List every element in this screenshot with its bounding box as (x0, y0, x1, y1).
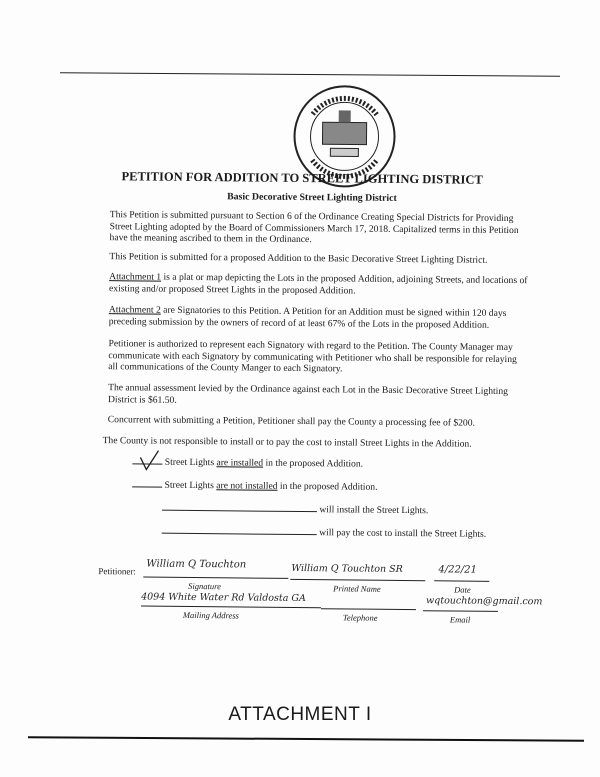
paragraph-proposed-addition: This Petition is submitted for a proposed Addition to the Basic Decorative Street Lighting District. (109, 251, 488, 266)
pay-line (162, 526, 487, 541)
pay-text: will pay the cost to install the Street Lights. (319, 527, 487, 540)
checkbox-not-installed[interactable] (132, 486, 162, 487)
date-caption: Date (454, 584, 471, 595)
option-text: Street Lights (164, 456, 217, 469)
page-subtitle: Basic Decorative Street Lighting District (227, 191, 397, 204)
attachment-2-label: Attachment 2 (108, 304, 161, 316)
paragraph-processing-fee: Concurrent with submitting a Petition, Petitioner shall pay the County a processing fee of $200. (107, 414, 476, 429)
address-value: 4094 White Water Rd Valdosta GA (141, 591, 306, 605)
printed-name-caption: Printed Name (333, 583, 381, 594)
responsibility-text-a: The County is (102, 435, 160, 447)
option-text-end: in the proposed Addition. (277, 480, 378, 493)
attachment-1-label: Attachment 1 (109, 271, 162, 283)
signature-caption: Signature (188, 580, 222, 592)
option-installed[interactable] (132, 456, 363, 470)
page-title: PETITION FOR ADDITION TO STREET LIGHTING DISTRICT (121, 169, 483, 187)
responsibility-not: not (159, 435, 172, 447)
payer-field[interactable] (162, 533, 317, 535)
paragraph-petitioner-authority: Petitioner is authorized to represent each Signatory with regard to the Petition. The County Manager may communicate with each Signatory by communicating with Petitioner who shall be responsible for relaying all communications of the County Manger to each Signatory. (108, 338, 517, 375)
paragraph-attachment-2 (109, 304, 529, 331)
attachment-heading: ATTACHMENT I (228, 704, 372, 725)
paragraph-attachment-1 (109, 271, 529, 298)
attachment-1-text: is a plat or map depicting the Lots in the proposed Addition, adjoining Streets, and locations of existing and/or proposed Street Lights in the proposed Addition. (109, 271, 528, 297)
checkmark-icon (138, 449, 160, 471)
attachment-2-text: are Signatories to this Petition. A Petition for an Addition must be signed within 120 days preceding submission by the owners of record of at least 67% of the Lots in the proposed Addition. (108, 304, 507, 331)
option-emphasis: are not installed (216, 480, 278, 492)
option-text: Street Lights (164, 479, 217, 492)
option-not-installed[interactable] (132, 479, 377, 493)
installer-field[interactable] (162, 510, 317, 512)
paragraph-purpose: This Petition is submitted pursuant to Section 6 of the Ordinance Creating Special Districts for Providing Street Lighting adopted by the Board of Commissioners March 17, 2018. Capitalized terms in this Petition have the meaning ascribed to them in the Ordinance. (109, 209, 519, 246)
email-caption: Email (449, 614, 471, 625)
paragraph-annual-assessment: The annual assessment levied by the Ordinance against each Lot in the Basic Decorative Street Lighting District is $61.50. (107, 382, 509, 406)
petitioner-label: Petitioner: (98, 566, 136, 577)
signature-value: William Q Touchton (146, 558, 247, 571)
printed-name-value: William Q Touchton SR (291, 562, 403, 575)
telephone-caption: Telephone (342, 612, 378, 623)
checkbox-installed[interactable] (132, 463, 162, 464)
option-text-end: in the proposed Addition. (263, 457, 364, 470)
paragraph-county-responsibility (103, 435, 472, 450)
date-value: 4/22/21 (438, 564, 477, 576)
responsibility-text-b: responsible to install or to pay the cost to install Street Lights in the Addition. (171, 435, 472, 450)
install-line (162, 503, 428, 517)
email-value: wqtouchton@gmail.com (426, 595, 543, 608)
option-emphasis: are installed (216, 457, 264, 469)
address-caption: Mailing Address (182, 609, 239, 621)
install-text: will install the Street Lights. (319, 504, 429, 517)
